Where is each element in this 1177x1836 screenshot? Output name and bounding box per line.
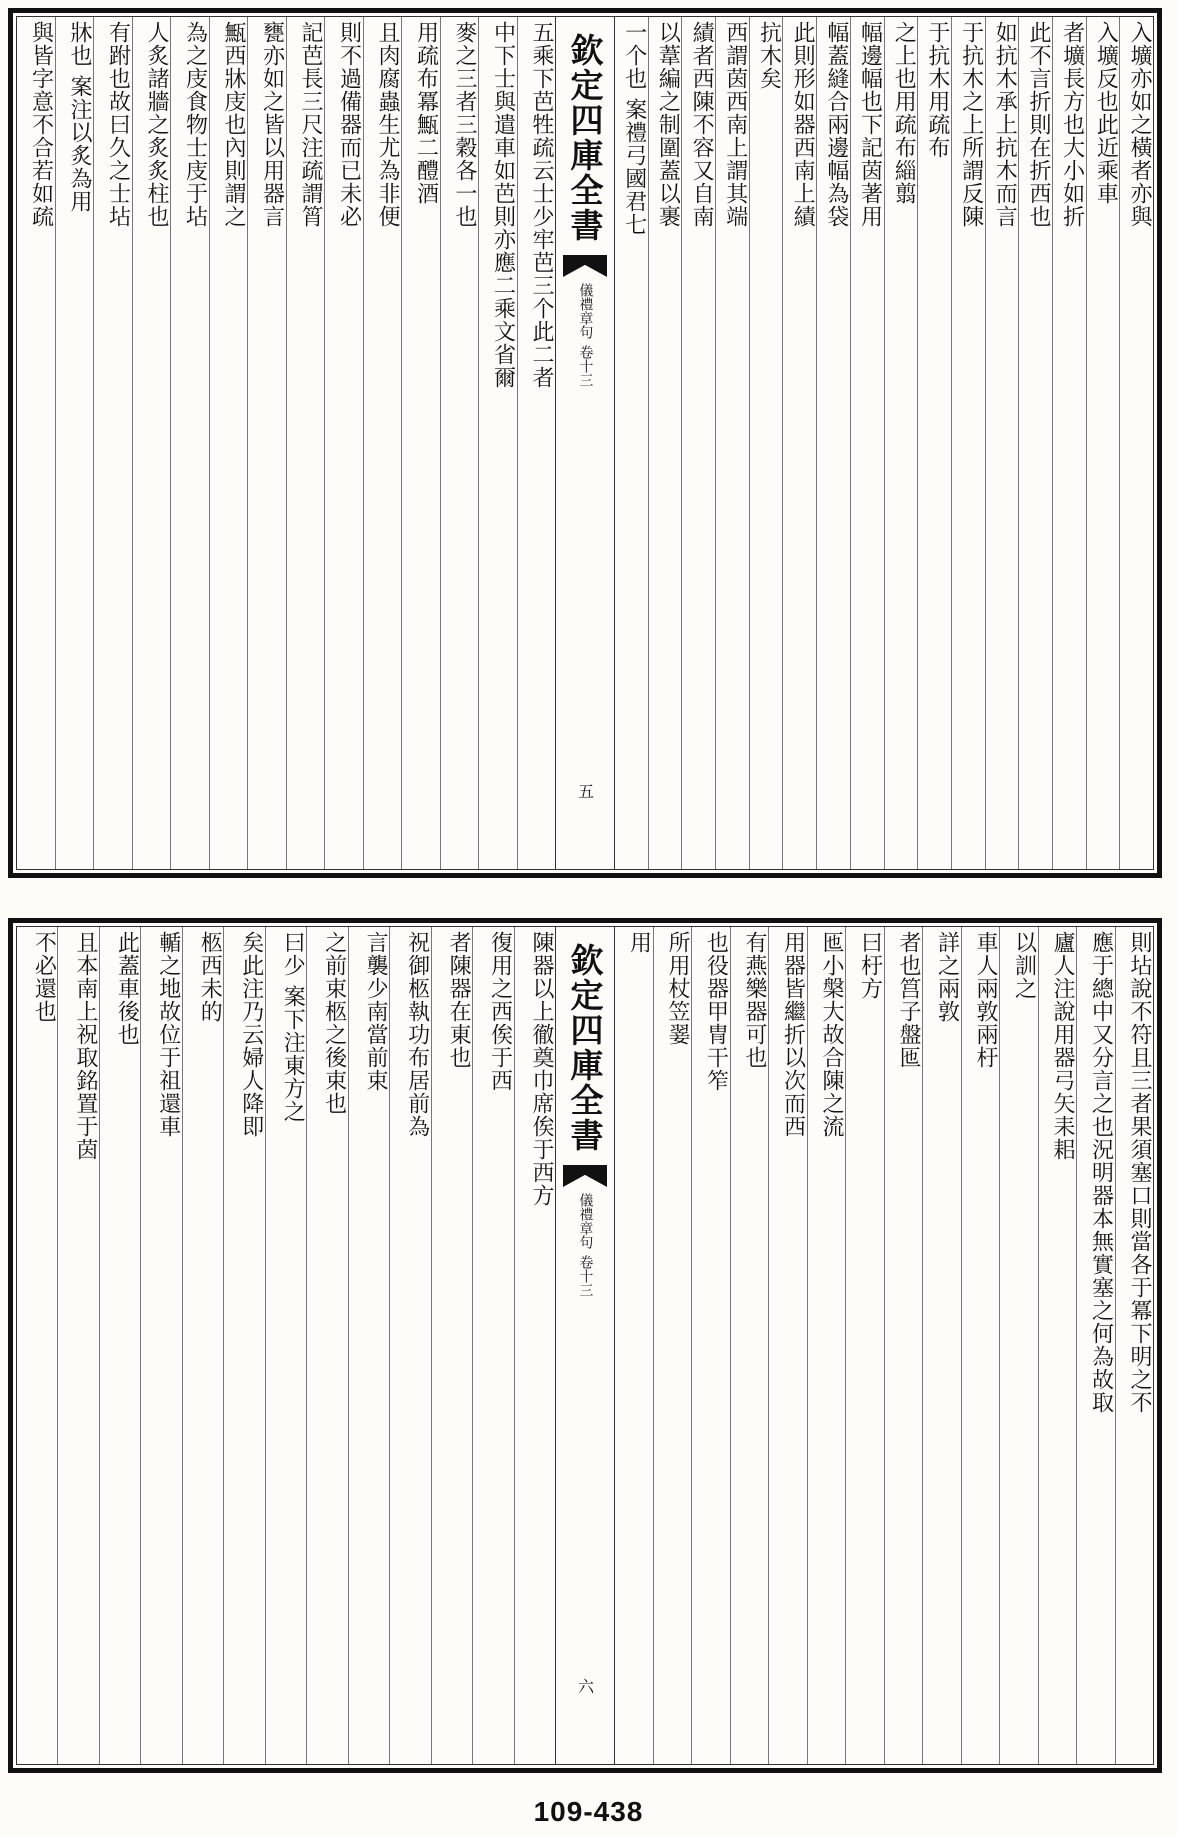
- text-column: 此不言折則在折西也: [1018, 17, 1052, 869]
- top-left-panel: [17, 17, 555, 869]
- book-title: 欽定四庫全書: [565, 943, 605, 1153]
- top-page: [8, 8, 1162, 878]
- text-column: 用: [626, 931, 652, 954]
- text-column: 且本南上祝取銘置于茵: [57, 927, 98, 1764]
- text-column: 與皆字意不合若如疏: [28, 21, 54, 228]
- text-column: 入壙亦如之橫者亦與: [1119, 17, 1153, 869]
- text-column: 有跗也故曰久之士坫: [93, 17, 132, 869]
- bottom-right-panel: [615, 927, 1153, 1764]
- text-column: 匜小槃大故合陳之流: [807, 927, 846, 1764]
- text-column: 一个也 案禮弓國君七: [621, 21, 647, 236]
- text-column: 中下士與遣車如芭則亦應二乘文省爾: [478, 17, 517, 869]
- text-column: 且肉腐蟲生尤為非便: [363, 17, 402, 869]
- text-column: 言襲少南當前束: [348, 927, 389, 1764]
- text-column: 所用杖笠翣: [653, 927, 692, 1764]
- leaf-number: 六: [575, 1678, 595, 1694]
- text-column: 此則形如器西南上績: [782, 17, 816, 869]
- text-column: 陳器以上徹奠巾席俟于西方: [514, 927, 555, 1764]
- text-column: 則坫說不符且三者果須塞口則當各于冪下明之不: [1115, 927, 1154, 1764]
- top-right-panel: [615, 17, 1153, 869]
- text-column: 有燕樂器可也: [730, 927, 769, 1764]
- book-title: 欽定四庫全書: [565, 33, 605, 243]
- bottom-left-panel: [17, 927, 555, 1764]
- text-column: 曰少 案下注東方之: [265, 927, 306, 1764]
- text-column: 幅蓋縫合兩邊幅為袋: [816, 17, 850, 869]
- top-page-frame: [16, 16, 1154, 870]
- text-column: 不必還也: [31, 931, 57, 1023]
- text-column: 入壙反也此近乘車: [1086, 17, 1120, 869]
- text-column: 者陳器在東也: [431, 927, 472, 1764]
- text-column: 之前束柩之後束也: [306, 927, 347, 1764]
- text-column: 以葦編之制圍蓋以裹: [648, 17, 682, 869]
- text-column: 祝御柩執功布居前為: [389, 927, 430, 1764]
- text-column: 西謂茵西南上謂其端: [715, 17, 749, 869]
- fishtail-mark-icon: [563, 1165, 607, 1187]
- text-column: 者也筥子盤匜: [884, 927, 923, 1764]
- text-column: 如抗木承上抗木而言: [985, 17, 1019, 869]
- bottom-page: [8, 918, 1162, 1773]
- text-column: 牀也 案注以炙為用: [55, 17, 94, 869]
- text-column: 者壙長方也大小如折: [1052, 17, 1086, 869]
- leaf-number: 五: [575, 783, 595, 799]
- text-column: 麥之三者三穀各一也: [440, 17, 479, 869]
- page-number: 109-438: [533, 1796, 644, 1827]
- volume-label: 卷十三: [577, 1255, 594, 1297]
- text-column: 則不過備器而已未必: [324, 17, 363, 869]
- text-column: 詳之兩敦: [922, 927, 961, 1764]
- text-column: 以訓之: [999, 927, 1038, 1764]
- text-column: 用器皆繼折以次而西: [768, 927, 807, 1764]
- text-column: 甒西牀庋也內則謂之: [209, 17, 248, 869]
- text-column: 甕亦如之皆以用器言: [247, 17, 286, 869]
- text-column: 之上也用疏布緇翦: [884, 17, 918, 869]
- text-column: 記芭長三尺注疏謂筲: [286, 17, 325, 869]
- text-column: 用疏布冪甒二醴酒: [401, 17, 440, 869]
- text-column: 抗木矣: [749, 17, 783, 869]
- chapter-title: 儀禮章句: [577, 283, 594, 339]
- text-column: 于抗木之上所謂反陳: [951, 17, 985, 869]
- chapter-title: 儀禮章句: [577, 1193, 594, 1249]
- text-column: 曰杅方: [845, 927, 884, 1764]
- text-column: 五乘下芭牲疏云士少牢芭三个此二者: [517, 17, 556, 869]
- text-column: 柩西未的: [182, 927, 223, 1764]
- text-column: 矣此注乃云婦人降即: [223, 927, 264, 1764]
- text-column: 車人兩敦兩杅: [961, 927, 1000, 1764]
- text-column: 人炙諸牆之炙炙柱也: [132, 17, 171, 869]
- text-column: 復用之西俟于西: [472, 927, 513, 1764]
- fishtail-mark-icon: [563, 255, 607, 277]
- text-column: 為之庋食物士庋于坫: [170, 17, 209, 869]
- text-column: 于抗木用疏布: [917, 17, 951, 869]
- text-column: 應于總中又分言之也況明器本無實塞之何為故取: [1076, 927, 1115, 1764]
- text-column: 廬人注說用器弓矢耒耜: [1038, 927, 1077, 1764]
- bottom-page-frame: [16, 926, 1154, 1765]
- text-column: 此蓋車後也: [99, 927, 140, 1764]
- top-center-strip: [555, 17, 615, 869]
- volume-label: 卷十三: [577, 345, 594, 387]
- text-column: 幅邊幅也下記茵著用: [850, 17, 884, 869]
- text-column: 輴之地故位于祖還車: [140, 927, 181, 1764]
- text-column: 績者西陳不容又自南: [681, 17, 715, 869]
- bottom-center-strip: [555, 927, 615, 1764]
- text-column: 也役器甲冑干笮: [691, 927, 730, 1764]
